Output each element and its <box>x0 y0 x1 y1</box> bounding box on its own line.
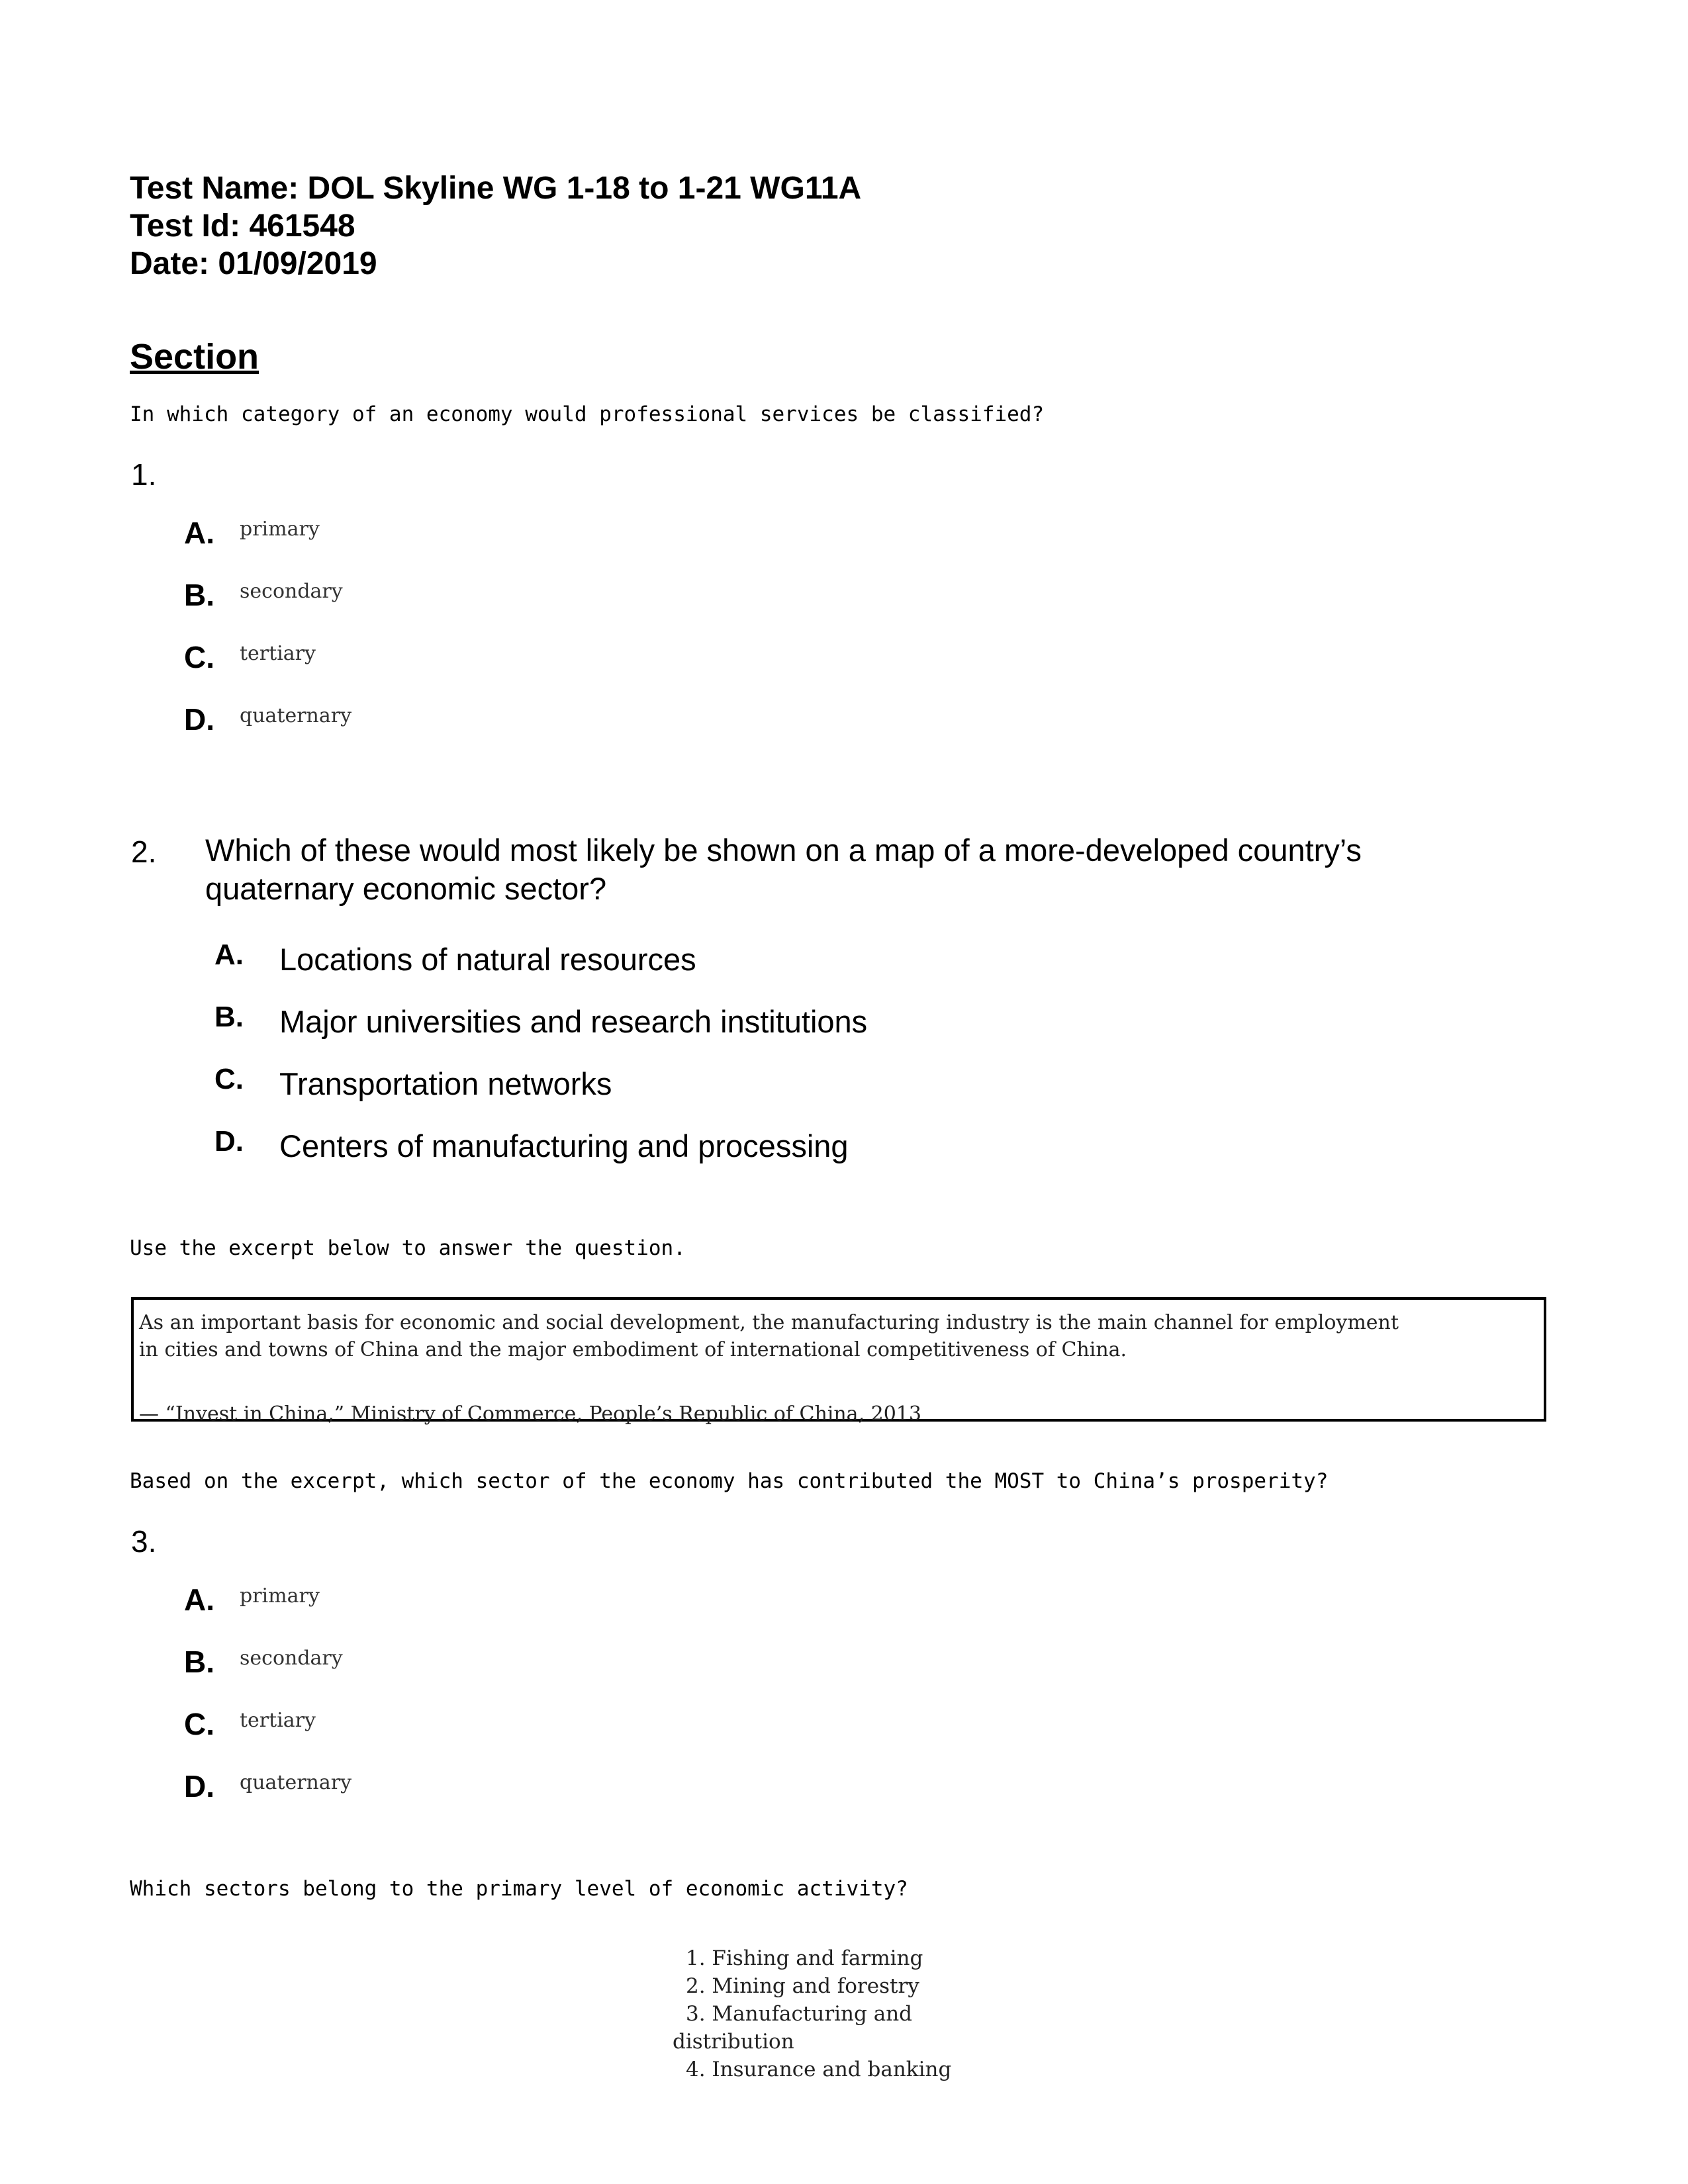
q1-option-a-text[interactable]: primary <box>240 518 320 541</box>
q2-option-b-letter[interactable]: B. <box>214 1001 244 1033</box>
q2-option-d-letter[interactable]: D. <box>214 1125 244 1158</box>
question-3-intro: Use the excerpt below to answer the question. <box>130 1236 686 1260</box>
q2-option-a-text[interactable]: Locations of natural resources <box>279 942 696 977</box>
excerpt-box <box>131 1297 1546 1426</box>
q3-option-d-text[interactable]: quaternary <box>240 1771 352 1794</box>
question-1-stem: In which category of an economy would professional services be classified? <box>130 402 1045 426</box>
q2-option-a-letter[interactable]: A. <box>214 938 244 971</box>
q2-option-c-text[interactable]: Transportation networks <box>279 1066 612 1101</box>
list-item: 1. Fishing and farming <box>686 1946 923 1970</box>
q3-option-b-letter[interactable]: B. <box>184 1645 214 1679</box>
q2-option-d-text[interactable]: Centers of manufacturing and processing <box>279 1128 849 1163</box>
q2-option-c-letter[interactable]: C. <box>214 1063 244 1095</box>
list-item: 3. Manufacturing and <box>686 2002 913 2026</box>
q2-option-b-text[interactable]: Major universities and research institutions <box>279 1004 868 1039</box>
q3-option-d-letter[interactable]: D. <box>184 1769 214 1803</box>
section-title: Section <box>130 337 259 377</box>
question-4-stem: Which sectors belong to the primary level of economic activity? <box>130 1877 908 1901</box>
q3-option-a-text[interactable]: primary <box>240 1584 320 1608</box>
question-2-stem-line-1: Which of these would most likely be shown on a map of a more-developed country’s <box>205 833 1362 868</box>
q1-option-d-letter[interactable]: D. <box>184 702 214 737</box>
q1-option-c-text[interactable]: tertiary <box>240 642 316 665</box>
question-3-stem: Based on the excerpt, which sector of the economy has contributed the MOST to China’s prosperity? <box>130 1469 1329 1493</box>
list-item: 4. Insurance and banking <box>686 2058 952 2081</box>
q1-option-c-letter[interactable]: C. <box>184 640 214 674</box>
question-1-number: 1. <box>131 457 157 492</box>
question-3-number: 3. <box>131 1524 157 1559</box>
list-item: 2. Mining and forestry <box>686 1974 919 1998</box>
question-2-number: 2. <box>131 835 157 869</box>
list-item: distribution <box>673 2030 794 2054</box>
q1-option-a-letter[interactable]: A. <box>184 516 214 550</box>
q1-option-b-text[interactable]: secondary <box>240 580 343 603</box>
test-date: Date: 01/09/2019 <box>130 246 377 281</box>
q3-option-c-text[interactable]: tertiary <box>240 1709 316 1732</box>
q1-option-b-letter[interactable]: B. <box>184 578 214 612</box>
excerpt-line-1: As an important basis for economic and social development, the manufacturing industry is the main channel for employment <box>139 1311 1399 1334</box>
test-id: Test Id: 461548 <box>130 208 355 244</box>
question-2-stem-line-2: quaternary economic sector? <box>205 871 607 906</box>
q3-option-b-text[interactable]: secondary <box>240 1647 343 1670</box>
excerpt-line-2: in cities and towns of China and the major embodiment of international competitiveness of China. <box>139 1338 1127 1361</box>
test-name: Test Name: DOL Skyline WG 1-18 to 1-21 WG11A <box>130 171 862 206</box>
q3-option-a-letter[interactable]: A. <box>184 1582 214 1617</box>
q1-option-d-text[interactable]: quaternary <box>240 704 352 727</box>
q3-option-c-letter[interactable]: C. <box>184 1707 214 1741</box>
excerpt-source: — “Invest in China,” Ministry of Commerce, People’s Republic of China, 2013 <box>139 1402 921 1426</box>
